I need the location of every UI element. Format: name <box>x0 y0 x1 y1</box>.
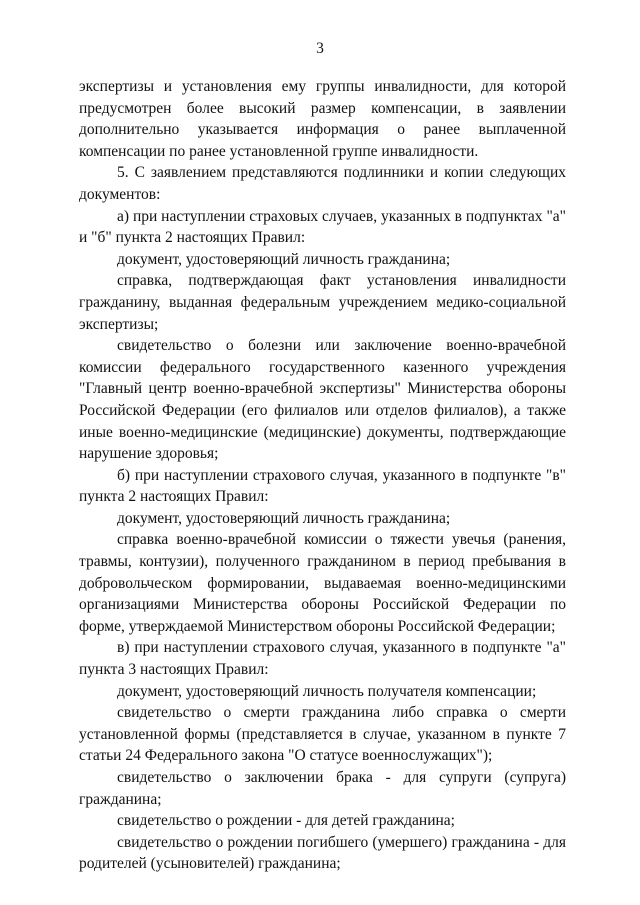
list-item: документ, удостоверяющий личность гражданина; <box>117 509 451 527</box>
list-item: свидетельство о рождении - для детей гражданина; <box>117 812 455 830</box>
paragraph-subclause-a: а) при наступлении страховых случаев, указанных в подпунктах "а" и "б" пункта 2 настоящих Правил: <box>79 207 566 247</box>
paragraph-clause-5: 5. С заявлением представляются подлинники и копии следующих документов: <box>79 164 566 203</box>
document-body <box>79 76 566 875</box>
list-item: документ, удостоверяющий личность получателя компенсации; <box>117 682 537 700</box>
list-item: документ, удостоверяющий личность гражданина; <box>117 250 451 268</box>
page-number: 3 <box>316 40 324 57</box>
paragraph-subclause-b: б) при наступлении страхового случая, указанного в подпункте "в" пункта 2 настоящих Правил: <box>79 466 566 506</box>
list-item: справка, подтверждающая факт установления инвалидности гражданину, выданная федеральным учреждением медико-социальной экспертизы; <box>79 272 566 333</box>
paragraph-continuation: экспертизы и установления ему группы инвалидности, для которой предусмотрен более высокий размер компенсации, в заявлении дополнительно указывается информация о ранее выплаченной компенсации по ранее установленной группе инвалидности. <box>79 78 566 160</box>
list-item: свидетельство о рождении погибшего (умершего) гражданина - для родителей (усыновителей) гражданина; <box>79 833 566 873</box>
paragraph-subclause-v: в) при наступлении страхового случая, указанного в подпункте "а" пункта 3 настоящих Правил: <box>79 639 566 679</box>
list-item: справка военно-врачебной комиссии о тяжести увечья (ранения, травмы, контузии), полученного гражданином в период пребывания в добровольческом формировании, выдаваемая военно-медицинскими организациями Министерства обороны Российской Федерации по форме, утверждаемой Министерством обороны Российской Федерации; <box>79 531 566 635</box>
list-item: свидетельство о болезни или заключение военно-врачебной комиссии федерального государственного казенного учреждения "Главный центр военно-врачебной экспертизы" Министерства обороны Российской Федерации (его филиалов или отделов филиалов), а также иные военно-медицинские (медицинские) документы, подтверждающие нарушение здоровья; <box>79 337 566 463</box>
list-item: свидетельство о заключении брака - для супруги (супруга) гражданина; <box>79 769 566 808</box>
list-item: свидетельство о смерти гражданина либо справка о смерти установленной формы (представляется в случае, указанном в пункте 7 статьи 24 Федерального закона "О статусе военнослужащих"); <box>79 704 566 765</box>
